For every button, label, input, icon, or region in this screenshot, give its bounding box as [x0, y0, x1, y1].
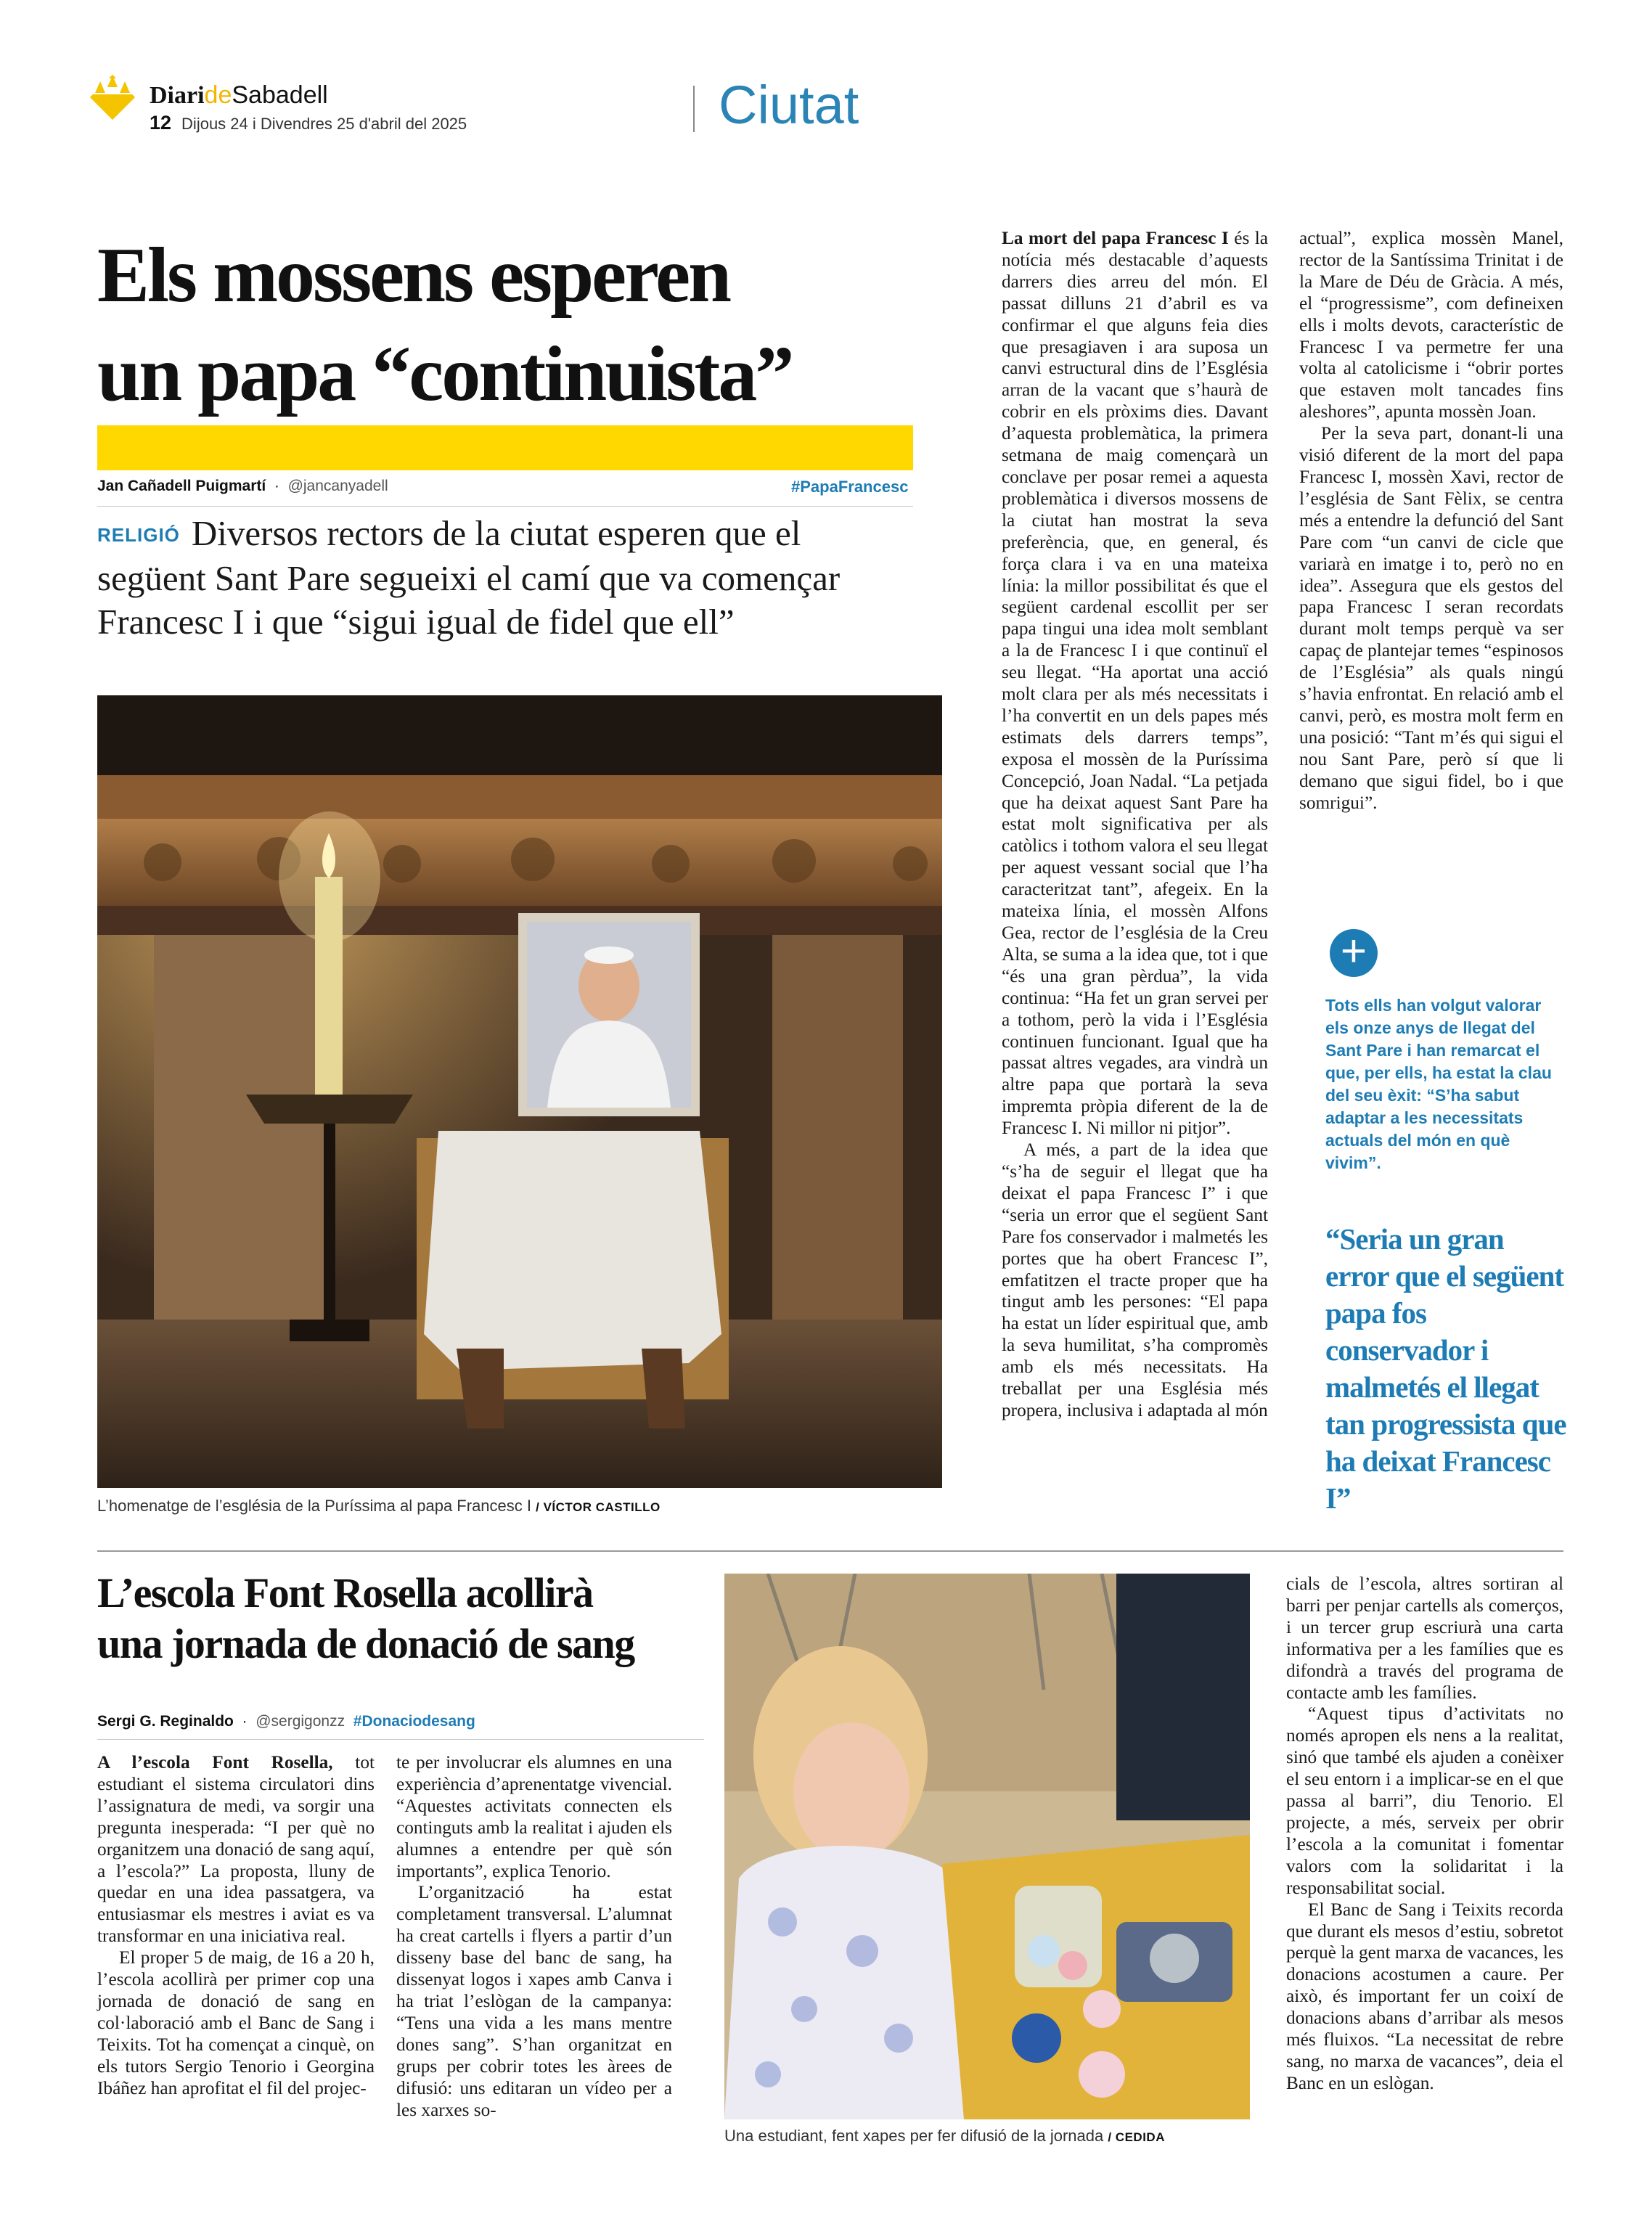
page-info	[150, 112, 467, 134]
article2-hashtag[interactable]: #Donaciodesang	[353, 1713, 475, 1730]
article2-photo	[724, 1574, 1250, 2119]
article1-column-2: actual”, explica mossèn Manel, rector de la Santíssima Trinitat i de la Mare de Déu de Gràcia. A més, el “progressisme”, com defineixen ells i molts devots, característic de Francesc I va permetre fer una volta al catolicisme i “obrir portes que estaven molt tancades fins aleshores”, apunta mossèn Joan. Per la seva part, donant-li una visió diferent de la mort del papa Francesc I, mossèn Xavi, rector de l’església de Sant Fèlix, se centra més a entendre la defunció del Sant Pare com “un canvi de cicle que variarà en imatge i to, però no en idea”. Assegura que els gestos del papa Francesc I seran recordats durant molt temps perquè va ser capaç de plantejar temes “espinosos de l’Església” als quals ningú s’havia enfrontat. En relació amb el canvi, però, es mostra molt ferm en una posició: “Tant m’és qui sigui el nou Sant Pare, però sí que li demano que sigui fidel, bo i que somrigui”.	[1299, 228, 1563, 813]
brand-name: DiarideSabadell	[150, 81, 328, 109]
article2-byline: Sergi G. Reginaldo · @sergigonzz #Donaciodesang	[97, 1713, 475, 1730]
photo-credit: / VÍCTOR CASTILLO	[536, 1500, 661, 1514]
article-separator	[97, 1550, 1563, 1552]
page-number: 12	[150, 112, 172, 134]
student-badges-illustration	[724, 1574, 1250, 2119]
article1-column-1: La mort del papa Francesc I és la notícia més destacable d’aquests darrers dies arreu del món. El passat dilluns 21 d’abril es va confirmar el que alguns feia dies que presagiaven i ara suposa un canvi estructural dins de l’Església arran de la vacant que s’haurà de cobrir en els pròxims dies. Davant d’aquesta problemàtica, la primera setmana de maig començarà un conclave per posar remei a aquesta problemàtica i diversos mossens de la ciutat han mostrat la seva preferència, que, en general, és força clara i va en una mateixa línia: la millor possibilitat és que el següent cardenal escollit per ser papa tingui una idea molt semblant a la de Francesc I i que continuï el seu llegat. “Ha aportat una acció molt clara per als més necessitats i l’ha convertit en un dels papes més estimats dels darrers temps”, exposa el mossèn de la Puríssima Concepció, Joan Nadal. “La petjada que ha deixat aquest Sant Pare ha estat molt significativa per als catòlics i tothom valora el seu llegat per aquest vessant social que l’ha caracteritzat tant”, afegeix. En la mateixa línia, el mossèn Alfons Gea, rector de l’església de la Creu Alta, se suma a la idea que, tot i que “és una gran pèrdua”, la vida continua: “Ha fet un gran servei per a tothom, però la vida i l’Església continuen funcionant. Igual que ha passat altres vegades, ara vindrà un altre papa que portarà la seva impremta pròpia diferent de la de Francesc I. Ni millor ni pitjor”. A més, a part de la idea que “s’ha de seguir el llegat que ha deixat el papa Francesc I” i que “seria un error que el següent Sant Pare fos conservador i malmetés les portes que ha obert Francesc I”, emfatitzen el tracte proper que ha tingut amb les persones: “El papa ha estat un líder espiritual que, amb la seva humilitat, s’ha compromès amb els més necessitats. Ha treballat per una Església més propera, inclusiva i adaptada al món	[1002, 228, 1269, 1420]
section-title: Ciutat	[719, 75, 859, 135]
headline-underline-bar	[97, 425, 913, 470]
article2-column-3: cials de l’escola, altres sortiran al barri per penjar cartells als comerços, i un tercer grup escriurà una carta informativa per a les famílies que es difondrà a través del programa de contacte amb les famílies. “Aquest tipus d’activitats no només apropen els nens a la realitat, sinó que també els ajuden a conèixer el seu entorn i a implicar-se en el que passa al barri”, diu Tenorio. El projecte, a més, serveix per obrir l’escola a la comunitat i fomentar valors com la solidaritat i la responsabilitat social. El Banc de Sang i Teixits recorda que durant els mesos d’estiu, sobretot perquè la gent marxa de vacances, les donacions acostumen a caure. Per això, és important fer un coixí de donacions abans d’arribar als mesos més fluixos. “La necessitat de rebre sang, no marxa de vacances”, deia el Banc en un eslògan.	[1286, 1574, 1563, 2093]
divider	[97, 1739, 704, 1740]
highlight-box: Tots ells han volgut valorar els onze anys de llegat del Sant Pare i han remarcat el que, per ells, ha estat la clau del seu èxit: “S’ha sabut adaptar a les necessitats actuals del món en què vivim”.	[1325, 996, 1552, 1172]
article1-lead-in: La mort del papa Francesc I	[1002, 228, 1229, 248]
article1-headline: Els mossens esperen un papa “continuista”	[97, 232, 793, 417]
section-divider	[693, 86, 695, 132]
church-altar-illustration	[97, 695, 942, 1488]
article2-lead-in: A l’escola Font Rosella,	[97, 1752, 333, 1772]
article1-photo	[97, 695, 942, 1488]
plus-icon: +	[1330, 929, 1378, 977]
author-handle[interactable]: @sergigonzz	[255, 1713, 345, 1730]
article2-column-1: A l’escola Font Rosella, tot estudiant el sistema circulatori dins l’assignatura de medi, va sorgir una pregunta inesperada: “I per què no organitzem una donació de sang aquí, a l’escola?” La proposta, lluny de quedar en una idea passatgera, va entusiasmar els mestres i aviat es va transformar en una iniciativa real. El proper 5 de maig, de 16 a 20 h, l’escola acollirà per primer cop una jornada de donació de sang en col·laboració amb el Banc de Sang i Teixits. Tot ha començat a cinquè, on els tutors Sergio Tenorio i Georgina Ibáñez han aprofitat el fil del projec-	[97, 1752, 375, 2098]
article1-byline: Jan Cañadell Puigmartí · @jancanyadell	[97, 478, 388, 494]
photo-credit: / CEDIDA	[1108, 2130, 1165, 2144]
article1-lead: RELIGIÓ Diversos rectors de la ciutat esperen que el següent Sant Pare segueixi el camí que va començar Francesc I i que “sigui igual de fidel que ell”	[97, 513, 841, 642]
divider	[97, 506, 913, 507]
article1-photo-caption: L’homenatge de l’església de la Puríssima al papa Francesc I / VÍCTOR CASTILLO	[97, 1497, 661, 1515]
issue-date: Dijous 24 i Divendres 25 d'abril del 2025	[181, 115, 467, 133]
article2-column-2: te per involucrar els alumnes en una experiència d’aprenentatge vivencial. “Aquestes activitats connecten els continguts amb la realitat i ajuden els alumnes a entendre per què són importants”, explica Tenorio. L’organització ha estat completament transversal. L’alumnat ha creat cartells i flyers a partir d’un disseny base del banc de sang, ha dissenyat logos i xapes amb Canva i ha triat l’eslògan de la campanya: “Tens una vida a les mans mentre dones sang”. S’han organitzat en grups per cobrir totes les àrees de difusió: uns editaran un vídeo per a les xarxes so-	[396, 1752, 672, 2120]
article1-hashtag[interactable]: #PapaFrancesc	[791, 478, 909, 496]
category-label: RELIGIÓ	[97, 524, 180, 546]
article2-headline: L’escola Font Rosella acollirà una jornada de donació de sang	[97, 1569, 634, 1667]
pull-quote: “Seria un gran error que el següent papa fos conservador i malmetés el llegat tan progressista que ha deixat Francesc I”	[1325, 1222, 1566, 1515]
article2-photo-caption: Una estudiant, fent xapes per fer difusió de la jornada / CEDIDA	[724, 2127, 1165, 2145]
author-handle[interactable]: @jancanyadell	[287, 478, 388, 494]
